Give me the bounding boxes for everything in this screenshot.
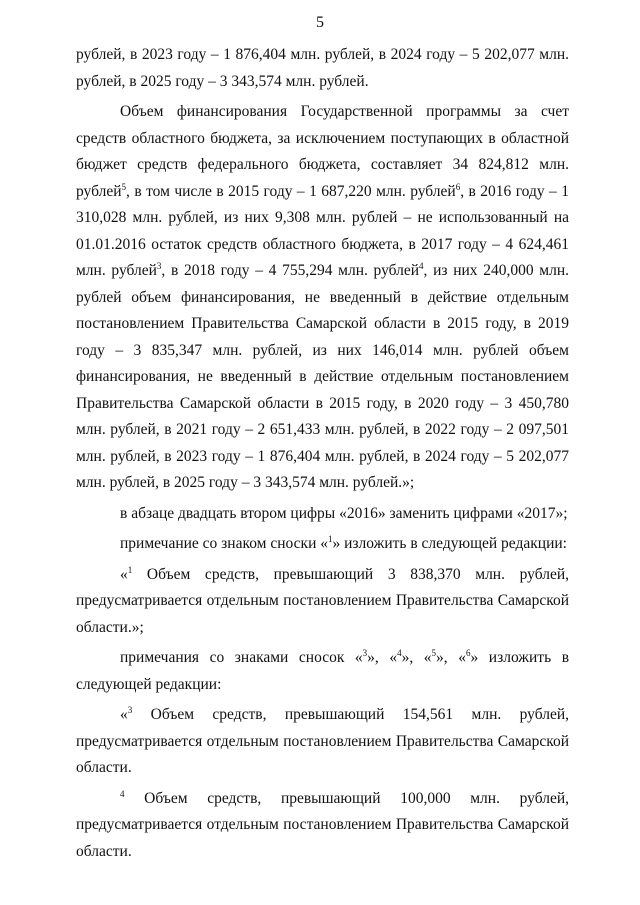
text-run: » изложить в следующей редакции: bbox=[76, 649, 570, 693]
footnote-marker: 3 bbox=[127, 705, 133, 715]
footnote-marker: 6 bbox=[465, 648, 471, 658]
document-body bbox=[76, 42, 569, 865]
footnote-marker: 4 bbox=[397, 648, 402, 658]
text-run: « bbox=[120, 706, 128, 723]
text-run: в абзаце двадцать втором цифры «2016» заменить цифрами «2017»; bbox=[120, 504, 568, 522]
page-number: 5 bbox=[316, 14, 324, 31]
footnote-marker: 4 bbox=[419, 261, 424, 271]
paragraph-p1 bbox=[76, 42, 569, 95]
paragraph-p5 bbox=[76, 562, 569, 642]
text-run: », « bbox=[401, 649, 432, 666]
text-run: , из них 240,000 млн. рублей объем финансирования, не введенный в действие отдельным постановлением Правительства Самарской области в 2015 году, в 2019 году – 3 835,347 млн. рублей, из них 146,014 млн. рублей объем финансирования, не введенный в действие отдельным постановлением Правительства Самарской области в 2015 году, в 2020 году – 3 450,780 млн. рублей, в 2021 году – 2 651,433 млн. рублей, в 2022 году – 2 097,501 млн. рублей, в 2023 году – 1 876,404 млн. рублей, в 2024 году – 5 202,077 млн. рублей, в 2025 году – 3 343,574 млн. рублей.»; bbox=[76, 262, 569, 491]
footnote-marker: 3 bbox=[156, 261, 162, 271]
text-run: Объем средств, превышающий 100,000 млн. рублей, предусматривается отдельным постановлением Правительства Самарской области. bbox=[76, 789, 569, 860]
paragraph-p2 bbox=[76, 99, 569, 497]
footnote-marker: 6 bbox=[455, 181, 461, 192]
text-run: « bbox=[120, 565, 128, 583]
text-run: Объем средств, превышающий 3 838,370 млн. рублей, предусматривается отдельным постановлением Правительства Самарской области.»; bbox=[76, 565, 569, 636]
text-run: , в 2016 году – 1 310,028 млн. рублей, из них 9,308 млн. рублей – не использованный на 01.01.2016 остаток средств областного бюджета, в 2017 году – 4 624,461 млн. рублей bbox=[76, 182, 569, 279]
text-run: , в 2018 году – 4 755,294 млн. рублей bbox=[161, 262, 420, 279]
text-run: Объем средств, превышающий 154,561 млн. рублей, предусматривается отдельным постановлением Правительства Самарской области. bbox=[76, 706, 569, 776]
text-run: », « bbox=[436, 649, 466, 666]
text-run: », « bbox=[367, 649, 398, 666]
paragraph-p8 bbox=[76, 786, 569, 866]
paragraph-p6 bbox=[76, 645, 569, 698]
paragraph-p3 bbox=[76, 501, 569, 528]
footnote-marker: 3 bbox=[362, 648, 368, 658]
text-run: рублей, в 2023 году – 1 876,404 млн. рублей, в 2024 году – 5 202,077 млн. рублей, в 2025 году – 3 343,574 млн. рублей. bbox=[76, 46, 569, 90]
footnote-marker: 1 bbox=[328, 534, 333, 544]
footnote-marker: 5 bbox=[431, 648, 437, 658]
footnote-marker: 1 bbox=[127, 564, 133, 575]
footnote-marker: 4 bbox=[120, 788, 125, 799]
text-run: примечание со знаком сноски « bbox=[120, 535, 328, 552]
paragraph-p7 bbox=[76, 702, 569, 782]
text-run: Объем финансирования Государственной программы за счет средств областного бюджета, за исключением поступающих в областной бюджет средств федерального бюджета, составляет 34 824,812 млн. рублей bbox=[76, 103, 569, 200]
text-run: , в том числе в 2015 году – 1 687,220 млн. рублей bbox=[126, 182, 456, 200]
text-run: примечания со знаками сносок « bbox=[120, 649, 363, 666]
paragraph-p4 bbox=[76, 531, 569, 558]
footnote-marker: 5 bbox=[121, 181, 127, 192]
text-run: » изложить в следующей редакции: bbox=[332, 535, 567, 552]
